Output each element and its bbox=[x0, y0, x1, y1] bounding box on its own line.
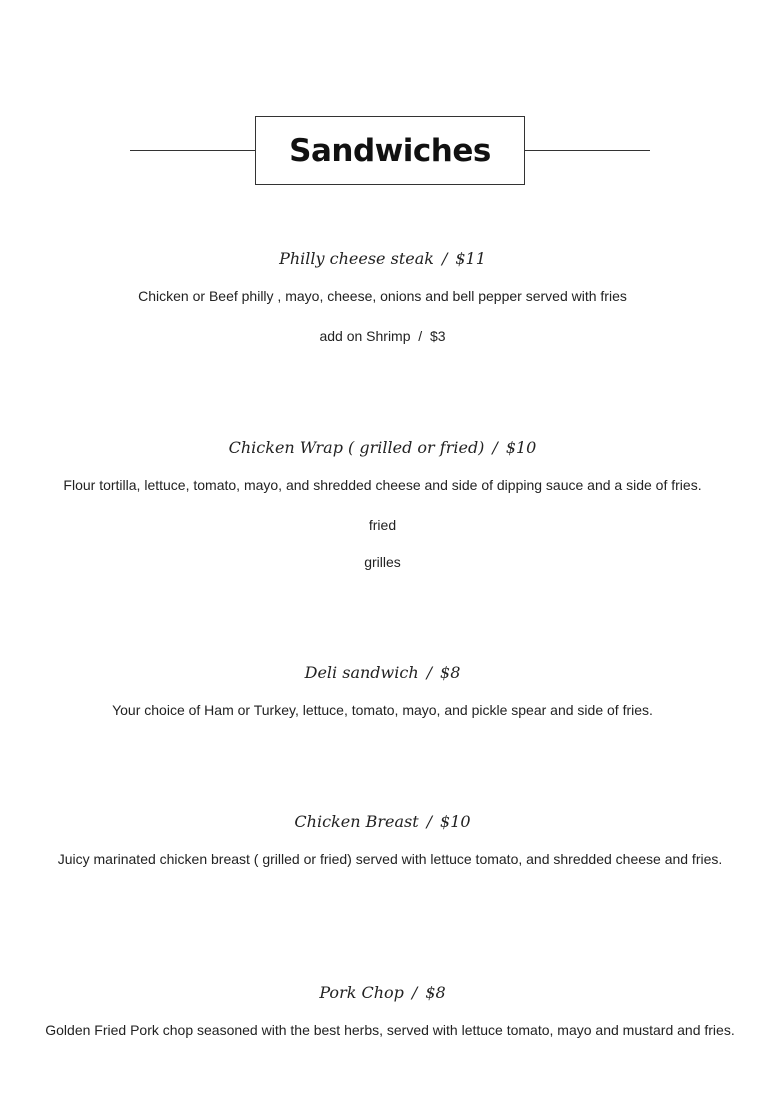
addon-price: $3 bbox=[429, 328, 446, 344]
price-separator: / bbox=[426, 812, 433, 831]
price-separator: / bbox=[418, 328, 423, 344]
price-separator: / bbox=[426, 663, 433, 682]
item-price: $10 bbox=[505, 438, 537, 457]
addon-name: add on Shrimp bbox=[319, 328, 411, 344]
section-title-box bbox=[255, 116, 525, 185]
item-price: $10 bbox=[440, 812, 471, 831]
item-name: Deli sandwich bbox=[304, 663, 419, 682]
item-price: $11 bbox=[455, 249, 486, 268]
header-divider-right bbox=[524, 150, 650, 151]
item-description: Flour tortilla, lettuce, tomato, mayo, and shredded cheese and side of dipping sauce and a side of fries. bbox=[63, 477, 702, 493]
item-name: Philly cheese steak bbox=[279, 249, 434, 268]
price-separator: / bbox=[441, 249, 448, 268]
menu-item-title bbox=[0, 983, 765, 1002]
item-addon bbox=[0, 325, 765, 347]
menu-item-title bbox=[0, 663, 765, 682]
menu-item-title bbox=[0, 438, 765, 457]
header-divider-left bbox=[130, 150, 256, 151]
item-description: Your choice of Ham or Turkey, lettuce, tomato, mayo, and pickle spear and side of fries. bbox=[112, 702, 653, 718]
price-separator: / bbox=[492, 438, 498, 457]
item-description: Chicken or Beef philly , mayo, cheese, onions and bell pepper served with fries bbox=[138, 288, 627, 304]
item-option: fried bbox=[368, 517, 397, 533]
menu-item-title bbox=[0, 812, 765, 831]
item-name: Pork Chop bbox=[319, 983, 404, 1002]
item-name: Chicken Wrap ( grilled or fried) bbox=[228, 438, 485, 457]
item-option: grilles bbox=[364, 554, 401, 570]
price-separator: / bbox=[411, 983, 418, 1002]
item-price: $8 bbox=[425, 983, 446, 1002]
item-description: Juicy marinated chicken breast ( grilled or fried) served with lettuce tomato, and shredded cheese and fries. bbox=[57, 851, 723, 867]
menu-item-title bbox=[0, 249, 765, 268]
section-title: Sandwiches bbox=[289, 132, 491, 169]
item-price: $8 bbox=[440, 663, 461, 682]
item-description: Golden Fried Pork chop seasoned with the best herbs, served with lettuce tomato, mayo and mustard and fries. bbox=[45, 1022, 735, 1038]
item-name: Chicken Breast bbox=[294, 812, 419, 831]
